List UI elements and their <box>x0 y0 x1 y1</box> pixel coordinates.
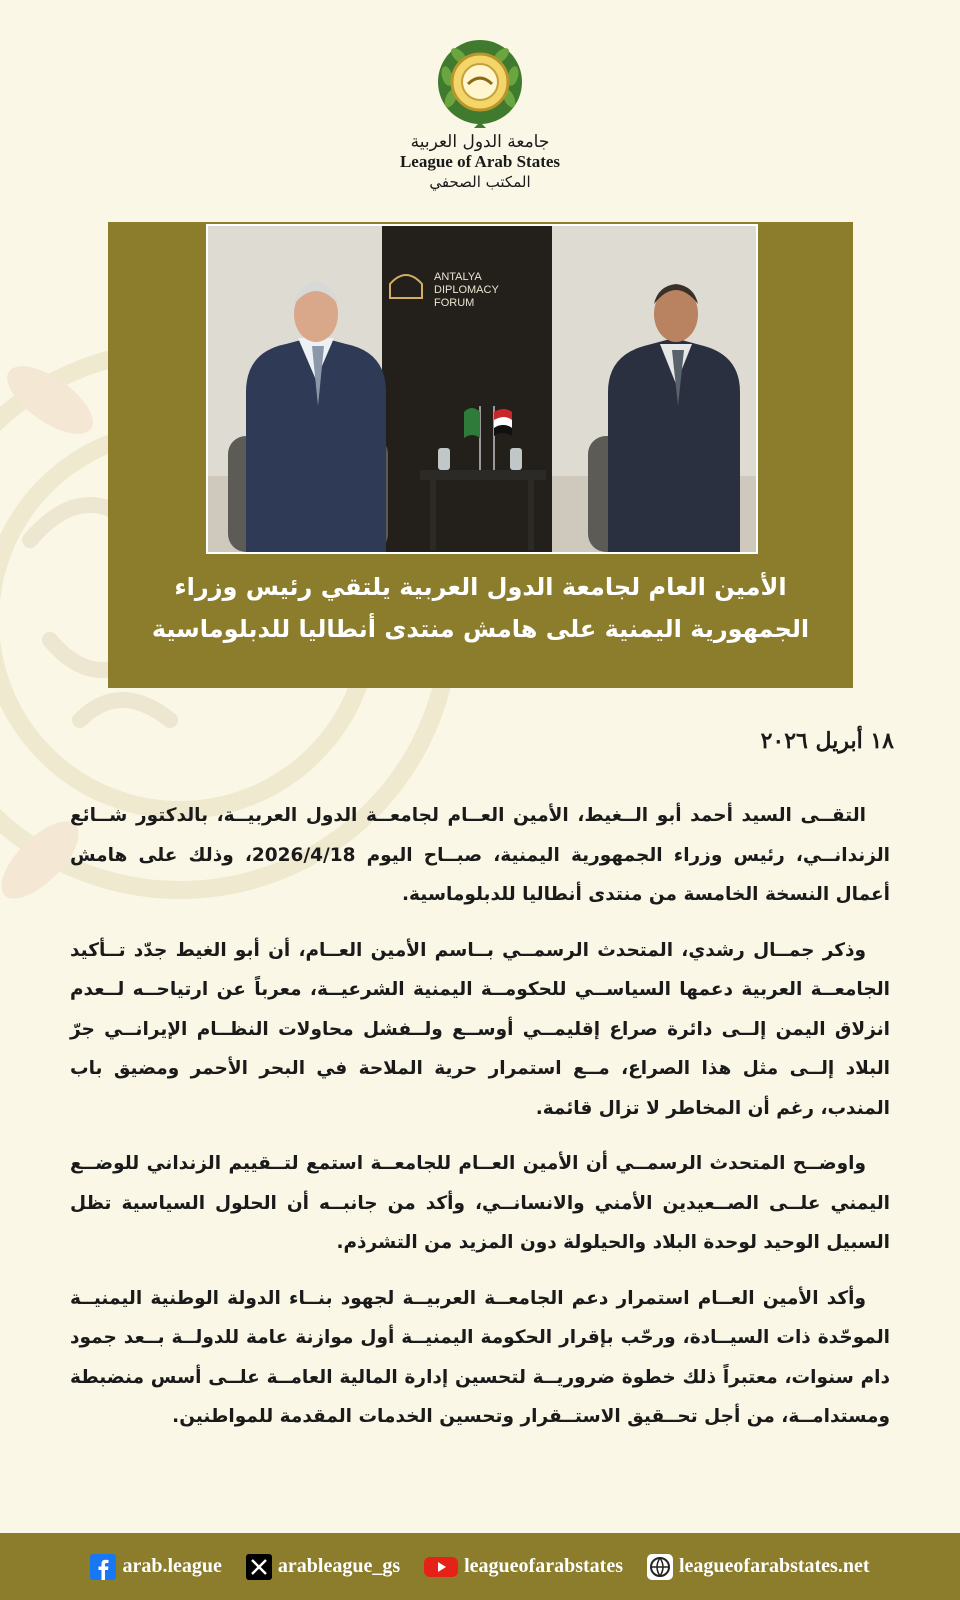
facebook-icon <box>90 1554 116 1580</box>
header <box>0 36 960 192</box>
paragraph-1: التقــى السيد أحمد أبو الــغيط، الأمين العــام لجامعــة الدول العربيــة، بالدكتور شــائع الزندانــي، رئيس وزراء الجمهورية اليمنية، صبــاح اليوم 2026/4/18، وذلك على هامش أعمال النسخة الخامسة من منتدى أنطاليا للدبلوماسية. <box>70 805 890 905</box>
facebook-handle: arab.league <box>122 1555 222 1577</box>
article-date: ١٨ أبريل ٢٠٢٦ <box>760 728 894 754</box>
headline-line1: الأمين العام لجامعة الدول العربية يلتقي رئيس وزراء <box>174 573 787 601</box>
org-name-english: League of Arab States <box>399 152 561 171</box>
youtube-link[interactable] <box>424 1554 623 1580</box>
website-link[interactable] <box>647 1554 870 1580</box>
paragraph-4: وأكد الأمين العــام استمرار دعم الجامعــة العربيــة لجهود بنــاء الدولة الوطنية اليمنيــة الموحّدة ذات السيــادة، ورحّب بإقرار الحكومة اليمنيــة أول موازنة عامة للدولــة بــعد جمود دام سنوات، معتبراً ذلك خطوة ضروريــة لتحسين إدارة المالية العامــة علــى أسس منضبطة ومستدامــة، من أجل تحــقيق الاستــقرار وتحسين الخدمات المقدمة للمواطنين. <box>70 1287 890 1427</box>
hero-panel <box>108 222 853 688</box>
banner-line2: DIPLOMACY <box>434 284 499 296</box>
web-icon <box>647 1554 673 1580</box>
x-handle: arableague_gs <box>277 1555 401 1577</box>
website-url: leagueofarabstates.net <box>678 1555 870 1577</box>
youtube-icon <box>424 1554 458 1580</box>
press-office-label: المكتب الصحفي <box>429 173 531 191</box>
footer-social-bar <box>0 1533 960 1600</box>
paragraph-2: وذكر جمــال رشدي، المتحدث الرسمــي بــاسم الأمين العــام، أن أبو الغيط جدّد تــأكيد الجامعــة العربية دعمها السياســي للحكومــة اليمنية الشرعيــة، معرباً عن ارتياحــه لــعدم انزلاق اليمن إلــى دائرة صراع إقليمــي أوســع ولــفشل محاولات النظــام الإيرانــي جرّ البلاد إلــى مثل هذا الصراع، مــع استمرار حرية الملاحة في البحر الأحمر ومضيق باب المندب، رغم أن المخاطر لا تزال قائمة. <box>70 939 890 1119</box>
paragraph-3: واوضــح المتحدث الرسمــي أن الأمين العــام للجامعــة استمع لتــقييم الزنداني للوضــع اليمني علــى الصــعيدين الأمني والانسانــي، وأكد من جانبــه أن الحلول السياسية تظل السبيل الوحيد لوحدة البلاد والحيلولة دون المزيد من التشرذم. <box>70 1153 890 1253</box>
banner-line3: FORUM <box>434 297 475 309</box>
headline-line2: الجمهورية اليمنية على هامش منتدى أنطاليا للدبلوماسية <box>151 615 810 643</box>
emblem-icon <box>435 36 525 128</box>
banner-line1: ANTALYA <box>434 271 482 283</box>
x-icon <box>246 1554 272 1580</box>
youtube-handle: leagueofarabstates <box>464 1555 623 1577</box>
article-body <box>70 796 890 1453</box>
headline <box>108 566 853 650</box>
meeting-photo <box>206 224 758 554</box>
x-link[interactable] <box>246 1554 400 1580</box>
facebook-link[interactable] <box>90 1554 221 1580</box>
org-name-arabic: جامعة الدول العربية <box>410 132 550 152</box>
